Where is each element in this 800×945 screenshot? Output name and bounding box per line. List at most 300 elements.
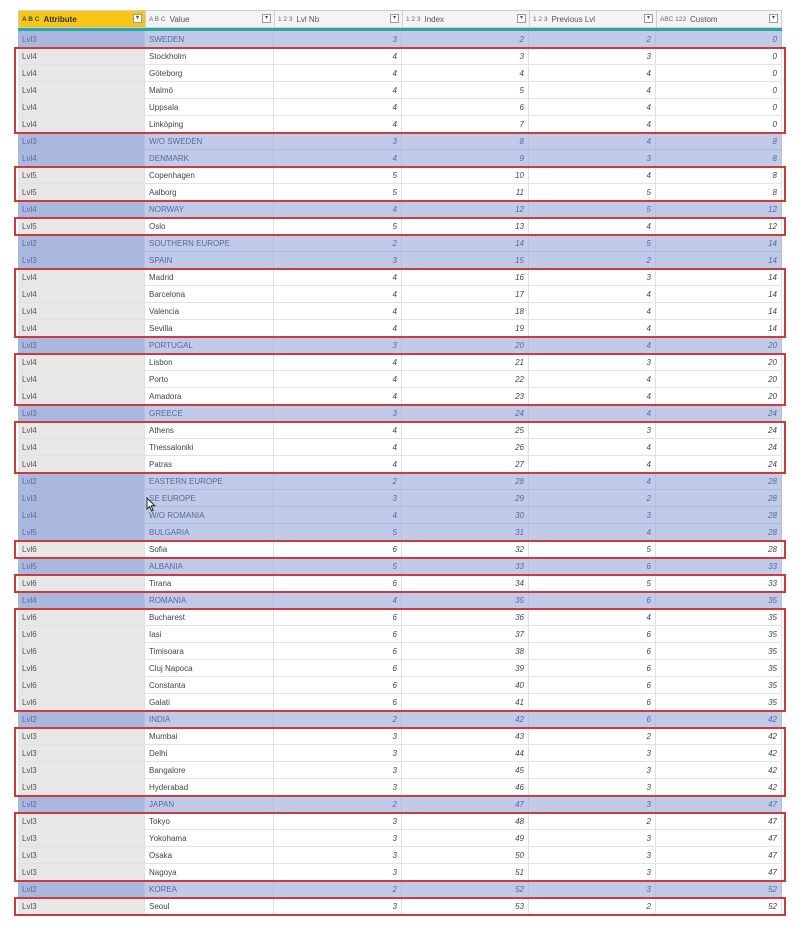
index-cell[interactable]: 30 [402, 507, 529, 523]
custom-cell[interactable]: 0 [656, 48, 782, 64]
attribute-cell[interactable]: Lvl4 [18, 82, 145, 98]
table-row[interactable] [18, 354, 782, 371]
custom-cell[interactable]: 52 [656, 898, 782, 914]
value-cell[interactable]: Cluj Napoca [145, 660, 274, 676]
previous-lvl-cell[interactable]: 4 [529, 303, 656, 319]
value-cell[interactable]: Mumbai [145, 728, 274, 744]
index-cell[interactable]: 2 [402, 31, 529, 47]
index-cell[interactable]: 13 [402, 218, 529, 234]
table-row-group[interactable] [18, 711, 782, 728]
index-cell[interactable]: 41 [402, 694, 529, 710]
attribute-cell[interactable]: Lvl6 [18, 643, 145, 659]
value-cell[interactable]: Yokohama [145, 830, 274, 846]
custom-cell[interactable]: 8 [656, 150, 782, 166]
attribute-cell[interactable]: Lvl4 [18, 388, 145, 404]
value-cell[interactable]: Athens [145, 422, 274, 438]
previous-lvl-cell[interactable]: 5 [529, 235, 656, 251]
previous-lvl-cell[interactable]: 3 [529, 150, 656, 166]
table-row[interactable] [18, 48, 782, 65]
attribute-cell[interactable]: Lvl4 [18, 116, 145, 132]
attribute-cell[interactable]: Lvl3 [18, 847, 145, 863]
index-cell[interactable]: 17 [402, 286, 529, 302]
table-row[interactable] [18, 847, 782, 864]
table-row[interactable] [18, 745, 782, 762]
column-header-lvl-nb[interactable] [274, 10, 402, 28]
table-row[interactable] [18, 439, 782, 456]
table-row[interactable] [18, 694, 782, 711]
custom-cell[interactable]: 35 [656, 609, 782, 625]
text-type-icon[interactable]: A B C [22, 15, 40, 23]
index-cell[interactable]: 28 [402, 473, 529, 489]
lvl-nb-cell[interactable]: 3 [274, 133, 402, 149]
attribute-cell[interactable]: Lvl5 [18, 218, 145, 234]
attribute-cell[interactable]: Lvl6 [18, 660, 145, 676]
table-row[interactable] [18, 762, 782, 779]
previous-lvl-cell[interactable]: 6 [529, 592, 656, 608]
table-row-group[interactable] [18, 524, 782, 541]
attribute-cell[interactable]: Lvl3 [18, 898, 145, 914]
attribute-cell[interactable]: Lvl4 [18, 201, 145, 217]
previous-lvl-cell[interactable]: 4 [529, 320, 656, 336]
previous-lvl-cell[interactable]: 4 [529, 133, 656, 149]
table-row-group[interactable] [18, 235, 782, 252]
custom-cell[interactable]: 47 [656, 796, 782, 812]
index-cell[interactable]: 51 [402, 864, 529, 880]
number-type-icon[interactable]: 1 2 3 [278, 15, 293, 23]
custom-cell[interactable]: 28 [656, 490, 782, 506]
index-cell[interactable]: 14 [402, 235, 529, 251]
index-cell[interactable]: 23 [402, 388, 529, 404]
table-row[interactable] [18, 116, 782, 133]
custom-cell[interactable]: 42 [656, 779, 782, 795]
lvl-nb-cell[interactable]: 3 [274, 405, 402, 421]
attribute-cell[interactable]: Lvl5 [18, 558, 145, 574]
attribute-cell[interactable]: Lvl4 [18, 439, 145, 455]
lvl-nb-cell[interactable]: 4 [274, 201, 402, 217]
value-cell[interactable]: Nagoya [145, 864, 274, 880]
attribute-cell[interactable]: Lvl4 [18, 320, 145, 336]
filter-dropdown-icon[interactable]: ▾ [133, 14, 142, 23]
attribute-cell[interactable]: Lvl4 [18, 150, 145, 166]
index-cell[interactable]: 48 [402, 813, 529, 829]
value-cell[interactable]: Linköping [145, 116, 274, 132]
value-cell[interactable]: Göteborg [145, 65, 274, 81]
previous-lvl-cell[interactable]: 3 [529, 830, 656, 846]
value-cell[interactable]: Madrid [145, 269, 274, 285]
index-cell[interactable]: 29 [402, 490, 529, 506]
table-row[interactable] [18, 898, 782, 915]
lvl-nb-cell[interactable]: 4 [274, 507, 402, 523]
previous-lvl-cell[interactable]: 2 [529, 31, 656, 47]
attribute-cell[interactable]: Lvl6 [18, 694, 145, 710]
previous-lvl-cell[interactable]: 6 [529, 626, 656, 642]
lvl-nb-cell[interactable]: 3 [274, 337, 402, 353]
lvl-nb-cell[interactable]: 6 [274, 541, 402, 557]
table-row-group[interactable] [18, 558, 782, 575]
previous-lvl-cell[interactable]: 4 [529, 371, 656, 387]
attribute-cell[interactable]: Lvl5 [18, 524, 145, 540]
index-cell[interactable]: 31 [402, 524, 529, 540]
custom-cell[interactable]: 35 [656, 643, 782, 659]
attribute-cell[interactable]: Lvl6 [18, 677, 145, 693]
lvl-nb-cell[interactable]: 5 [274, 218, 402, 234]
number-type-icon[interactable]: 1 2 3 [406, 15, 421, 23]
index-cell[interactable]: 52 [402, 881, 529, 897]
custom-cell[interactable]: 12 [656, 201, 782, 217]
previous-lvl-cell[interactable]: 2 [529, 728, 656, 744]
table-row[interactable] [18, 677, 782, 694]
index-cell[interactable]: 11 [402, 184, 529, 200]
value-cell[interactable]: Iasi [145, 626, 274, 642]
table-row[interactable] [18, 371, 782, 388]
previous-lvl-cell[interactable]: 4 [529, 82, 656, 98]
value-cell[interactable]: ALBANIA [145, 558, 274, 574]
attribute-cell[interactable]: Lvl3 [18, 864, 145, 880]
value-cell[interactable]: Copenhagen [145, 167, 274, 183]
lvl-nb-cell[interactable]: 2 [274, 796, 402, 812]
index-cell[interactable]: 35 [402, 592, 529, 608]
attribute-cell[interactable]: Lvl4 [18, 507, 145, 523]
index-cell[interactable]: 50 [402, 847, 529, 863]
value-cell[interactable]: PORTUGAL [145, 337, 274, 353]
custom-cell[interactable]: 14 [656, 252, 782, 268]
index-cell[interactable]: 10 [402, 167, 529, 183]
lvl-nb-cell[interactable]: 4 [274, 82, 402, 98]
custom-cell[interactable]: 0 [656, 99, 782, 115]
lvl-nb-cell[interactable]: 2 [274, 711, 402, 727]
attribute-cell[interactable]: Lvl4 [18, 303, 145, 319]
table-row[interactable] [18, 320, 782, 337]
lvl-nb-cell[interactable]: 4 [274, 48, 402, 64]
table-row-group[interactable] [18, 31, 782, 48]
previous-lvl-cell[interactable]: 4 [529, 405, 656, 421]
lvl-nb-cell[interactable]: 4 [274, 116, 402, 132]
index-cell[interactable]: 8 [402, 133, 529, 149]
index-cell[interactable]: 4 [402, 65, 529, 81]
previous-lvl-cell[interactable]: 4 [529, 473, 656, 489]
index-cell[interactable]: 25 [402, 422, 529, 438]
custom-cell[interactable]: 0 [656, 31, 782, 47]
lvl-nb-cell[interactable]: 6 [274, 626, 402, 642]
previous-lvl-cell[interactable]: 2 [529, 898, 656, 914]
index-cell[interactable]: 40 [402, 677, 529, 693]
filter-dropdown-icon[interactable]: ▾ [390, 14, 399, 23]
column-header-previous-lvl[interactable] [529, 10, 656, 28]
custom-cell[interactable]: 14 [656, 269, 782, 285]
index-cell[interactable]: 22 [402, 371, 529, 387]
attribute-cell[interactable]: Lvl2 [18, 711, 145, 727]
table-row[interactable] [18, 218, 782, 235]
attribute-cell[interactable]: Lvl3 [18, 31, 145, 47]
lvl-nb-cell[interactable]: 6 [274, 609, 402, 625]
value-cell[interactable]: W/O SWEDEN [145, 133, 274, 149]
value-cell[interactable]: GREECE [145, 405, 274, 421]
value-cell[interactable]: BULGARIA [145, 524, 274, 540]
custom-cell[interactable]: 20 [656, 371, 782, 387]
previous-lvl-cell[interactable]: 3 [529, 847, 656, 863]
previous-lvl-cell[interactable]: 4 [529, 439, 656, 455]
table-row[interactable] [18, 99, 782, 116]
index-cell[interactable]: 24 [402, 405, 529, 421]
table-row-group[interactable] [18, 881, 782, 898]
lvl-nb-cell[interactable]: 3 [274, 762, 402, 778]
previous-lvl-cell[interactable]: 4 [529, 167, 656, 183]
previous-lvl-cell[interactable]: 4 [529, 388, 656, 404]
custom-cell[interactable]: 24 [656, 439, 782, 455]
previous-lvl-cell[interactable]: 6 [529, 643, 656, 659]
attribute-cell[interactable]: Lvl5 [18, 184, 145, 200]
previous-lvl-cell[interactable]: 4 [529, 337, 656, 353]
index-cell[interactable]: 44 [402, 745, 529, 761]
column-header-attribute[interactable] [18, 10, 145, 28]
table-row[interactable] [18, 864, 782, 881]
index-cell[interactable]: 26 [402, 439, 529, 455]
table-row[interactable] [18, 830, 782, 847]
custom-cell[interactable]: 24 [656, 405, 782, 421]
value-cell[interactable]: Timisoara [145, 643, 274, 659]
previous-lvl-cell[interactable]: 6 [529, 677, 656, 693]
index-cell[interactable]: 6 [402, 99, 529, 115]
table-row[interactable] [18, 660, 782, 677]
lvl-nb-cell[interactable]: 6 [274, 677, 402, 693]
lvl-nb-cell[interactable]: 6 [274, 694, 402, 710]
previous-lvl-cell[interactable]: 4 [529, 65, 656, 81]
attribute-cell[interactable]: Lvl4 [18, 592, 145, 608]
custom-cell[interactable]: 33 [656, 558, 782, 574]
attribute-cell[interactable]: Lvl3 [18, 728, 145, 744]
index-cell[interactable]: 37 [402, 626, 529, 642]
custom-cell[interactable]: 47 [656, 813, 782, 829]
value-cell[interactable]: Oslo [145, 218, 274, 234]
custom-cell[interactable]: 24 [656, 422, 782, 438]
index-cell[interactable]: 46 [402, 779, 529, 795]
value-cell[interactable]: EASTERN EUROPE [145, 473, 274, 489]
custom-cell[interactable]: 8 [656, 167, 782, 183]
previous-lvl-cell[interactable]: 2 [529, 813, 656, 829]
lvl-nb-cell[interactable]: 4 [274, 439, 402, 455]
attribute-cell[interactable]: Lvl2 [18, 796, 145, 812]
index-cell[interactable]: 49 [402, 830, 529, 846]
value-cell[interactable]: ROMANIA [145, 592, 274, 608]
attribute-cell[interactable]: Lvl4 [18, 48, 145, 64]
lvl-nb-cell[interactable]: 3 [274, 745, 402, 761]
custom-cell[interactable]: 47 [656, 830, 782, 846]
table-row-group[interactable] [18, 507, 782, 524]
value-cell[interactable]: Constanta [145, 677, 274, 693]
value-cell[interactable]: Malmö [145, 82, 274, 98]
index-cell[interactable]: 21 [402, 354, 529, 370]
value-cell[interactable]: Sofia [145, 541, 274, 557]
previous-lvl-cell[interactable]: 2 [529, 490, 656, 506]
table-row[interactable] [18, 286, 782, 303]
attribute-cell[interactable]: Lvl3 [18, 405, 145, 421]
table-row-group[interactable] [18, 405, 782, 422]
custom-cell[interactable]: 14 [656, 235, 782, 251]
table-row-group[interactable] [18, 592, 782, 609]
lvl-nb-cell[interactable]: 4 [274, 65, 402, 81]
custom-cell[interactable]: 0 [656, 82, 782, 98]
index-cell[interactable]: 5 [402, 82, 529, 98]
lvl-nb-cell[interactable]: 3 [274, 31, 402, 47]
value-cell[interactable]: Barcelona [145, 286, 274, 302]
previous-lvl-cell[interactable]: 4 [529, 456, 656, 472]
attribute-cell[interactable]: Lvl6 [18, 541, 145, 557]
lvl-nb-cell[interactable]: 4 [274, 354, 402, 370]
lvl-nb-cell[interactable]: 3 [274, 830, 402, 846]
attribute-cell[interactable]: Lvl3 [18, 830, 145, 846]
custom-cell[interactable]: 28 [656, 541, 782, 557]
previous-lvl-cell[interactable]: 3 [529, 422, 656, 438]
index-cell[interactable]: 53 [402, 898, 529, 914]
table-row[interactable] [18, 167, 782, 184]
lvl-nb-cell[interactable]: 2 [274, 235, 402, 251]
attribute-cell[interactable]: Lvl6 [18, 575, 145, 591]
previous-lvl-cell[interactable]: 3 [529, 745, 656, 761]
value-cell[interactable]: W/O ROMANIA [145, 507, 274, 523]
filter-dropdown-icon[interactable]: ▾ [517, 14, 526, 23]
filter-dropdown-icon[interactable]: ▾ [262, 14, 271, 23]
previous-lvl-cell[interactable]: 3 [529, 779, 656, 795]
value-cell[interactable]: SPAIN [145, 252, 274, 268]
lvl-nb-cell[interactable]: 6 [274, 660, 402, 676]
attribute-cell[interactable]: Lvl4 [18, 269, 145, 285]
attribute-cell[interactable]: Lvl3 [18, 490, 145, 506]
table-row[interactable] [18, 82, 782, 99]
value-cell[interactable]: SOUTHERN EUROPE [145, 235, 274, 251]
index-cell[interactable]: 7 [402, 116, 529, 132]
any-type-icon[interactable]: ABC 123 [660, 15, 687, 23]
value-cell[interactable]: SE EUROPE [145, 490, 274, 506]
lvl-nb-cell[interactable]: 3 [274, 728, 402, 744]
attribute-cell[interactable]: Lvl3 [18, 762, 145, 778]
previous-lvl-cell[interactable]: 3 [529, 762, 656, 778]
custom-cell[interactable]: 20 [656, 337, 782, 353]
index-cell[interactable]: 43 [402, 728, 529, 744]
table-row[interactable] [18, 609, 782, 626]
value-cell[interactable]: KOREA [145, 881, 274, 897]
index-cell[interactable]: 39 [402, 660, 529, 676]
lvl-nb-cell[interactable]: 2 [274, 881, 402, 897]
custom-cell[interactable]: 14 [656, 286, 782, 302]
custom-cell[interactable]: 47 [656, 864, 782, 880]
previous-lvl-cell[interactable]: 4 [529, 524, 656, 540]
table-row-group[interactable] [18, 490, 782, 507]
value-cell[interactable]: Lisbon [145, 354, 274, 370]
value-cell[interactable]: Porto [145, 371, 274, 387]
custom-cell[interactable]: 14 [656, 303, 782, 319]
value-cell[interactable]: Aalborg [145, 184, 274, 200]
custom-cell[interactable]: 20 [656, 354, 782, 370]
index-cell[interactable]: 16 [402, 269, 529, 285]
lvl-nb-cell[interactable]: 6 [274, 643, 402, 659]
lvl-nb-cell[interactable]: 5 [274, 167, 402, 183]
column-header-custom[interactable] [656, 10, 782, 28]
lvl-nb-cell[interactable]: 4 [274, 371, 402, 387]
attribute-cell[interactable]: Lvl3 [18, 337, 145, 353]
previous-lvl-cell[interactable]: 6 [529, 694, 656, 710]
table-row-group[interactable] [18, 201, 782, 218]
custom-cell[interactable]: 8 [656, 133, 782, 149]
previous-lvl-cell[interactable]: 2 [529, 252, 656, 268]
lvl-nb-cell[interactable]: 3 [274, 847, 402, 863]
table-row[interactable] [18, 456, 782, 473]
index-cell[interactable]: 18 [402, 303, 529, 319]
lvl-nb-cell[interactable]: 4 [274, 150, 402, 166]
previous-lvl-cell[interactable]: 3 [529, 269, 656, 285]
previous-lvl-cell[interactable]: 5 [529, 541, 656, 557]
previous-lvl-cell[interactable]: 3 [529, 507, 656, 523]
custom-cell[interactable]: 47 [656, 847, 782, 863]
lvl-nb-cell[interactable]: 4 [274, 99, 402, 115]
custom-cell[interactable]: 28 [656, 524, 782, 540]
value-cell[interactable]: Tokyo [145, 813, 274, 829]
table-row[interactable] [18, 65, 782, 82]
table-row[interactable] [18, 575, 782, 592]
value-cell[interactable]: JAPAN [145, 796, 274, 812]
lvl-nb-cell[interactable]: 4 [274, 388, 402, 404]
custom-cell[interactable]: 28 [656, 507, 782, 523]
value-cell[interactable]: Uppsala [145, 99, 274, 115]
attribute-cell[interactable]: Lvl3 [18, 252, 145, 268]
previous-lvl-cell[interactable]: 4 [529, 116, 656, 132]
index-cell[interactable]: 47 [402, 796, 529, 812]
custom-cell[interactable]: 0 [656, 116, 782, 132]
custom-cell[interactable]: 28 [656, 473, 782, 489]
previous-lvl-cell[interactable]: 4 [529, 218, 656, 234]
value-cell[interactable]: Osaka [145, 847, 274, 863]
value-cell[interactable]: Bangalore [145, 762, 274, 778]
lvl-nb-cell[interactable]: 3 [274, 813, 402, 829]
table-row[interactable] [18, 269, 782, 286]
table-row-group[interactable] [18, 133, 782, 150]
previous-lvl-cell[interactable]: 3 [529, 864, 656, 880]
number-type-icon[interactable]: 1 2 3 [533, 15, 548, 23]
table-row[interactable] [18, 626, 782, 643]
previous-lvl-cell[interactable]: 5 [529, 575, 656, 591]
lvl-nb-cell[interactable]: 4 [274, 269, 402, 285]
previous-lvl-cell[interactable]: 3 [529, 796, 656, 812]
value-cell[interactable]: Tirana [145, 575, 274, 591]
previous-lvl-cell[interactable]: 3 [529, 881, 656, 897]
value-cell[interactable]: DENMARK [145, 150, 274, 166]
previous-lvl-cell[interactable]: 6 [529, 711, 656, 727]
value-cell[interactable]: Valencia [145, 303, 274, 319]
value-cell[interactable]: Patras [145, 456, 274, 472]
lvl-nb-cell[interactable]: 5 [274, 558, 402, 574]
attribute-cell[interactable]: Lvl4 [18, 354, 145, 370]
lvl-nb-cell[interactable]: 4 [274, 592, 402, 608]
index-cell[interactable]: 36 [402, 609, 529, 625]
value-cell[interactable]: Amadora [145, 388, 274, 404]
custom-cell[interactable]: 0 [656, 65, 782, 81]
table-row-group[interactable] [18, 796, 782, 813]
custom-cell[interactable]: 42 [656, 728, 782, 744]
index-cell[interactable]: 33 [402, 558, 529, 574]
previous-lvl-cell[interactable]: 4 [529, 286, 656, 302]
custom-cell[interactable]: 35 [656, 677, 782, 693]
lvl-nb-cell[interactable]: 4 [274, 286, 402, 302]
custom-cell[interactable]: 42 [656, 762, 782, 778]
custom-cell[interactable]: 33 [656, 575, 782, 591]
custom-cell[interactable]: 8 [656, 184, 782, 200]
table-row[interactable] [18, 388, 782, 405]
table-row[interactable] [18, 184, 782, 201]
lvl-nb-cell[interactable]: 3 [274, 252, 402, 268]
column-header-index[interactable] [402, 10, 529, 28]
custom-cell[interactable]: 42 [656, 745, 782, 761]
filter-dropdown-icon[interactable]: ▾ [644, 14, 653, 23]
lvl-nb-cell[interactable]: 5 [274, 524, 402, 540]
